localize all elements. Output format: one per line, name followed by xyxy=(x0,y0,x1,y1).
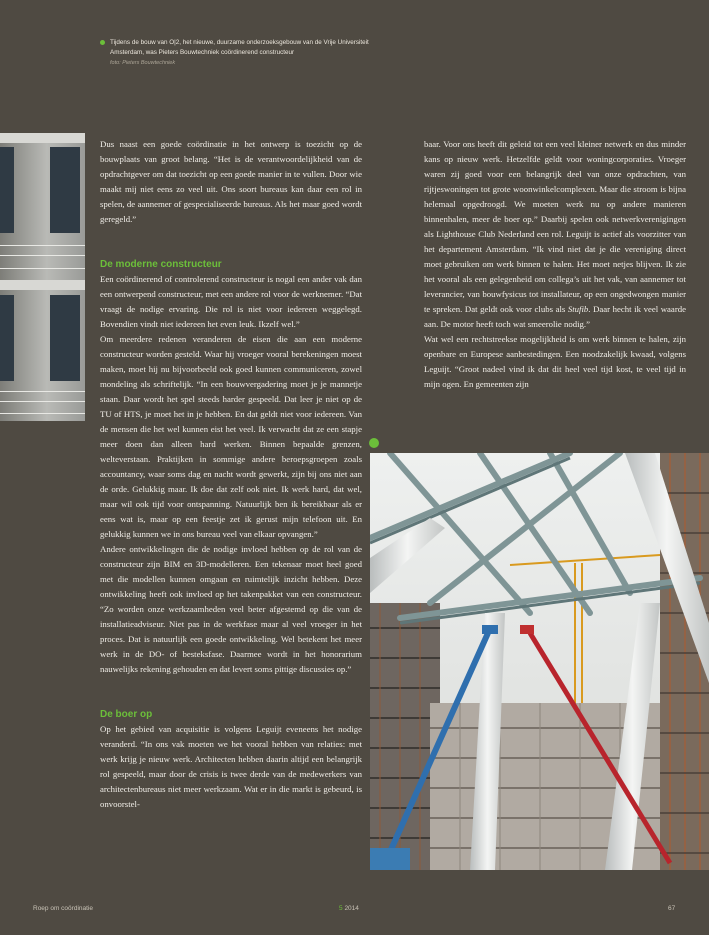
caption-text-1: Tijdens de bouw van O|2, het nieuwe, duurzame onderzoeksgebouw van de Vrije Universiteit xyxy=(110,39,369,46)
caption-line-2: Amsterdam, was Pieters Bouwtechniek coördinerend constructeur xyxy=(110,49,295,56)
paragraph xyxy=(424,137,686,332)
paragraph: Dus naast een goede coördinatie in het ontwerp is toezicht op de bouwplaats van groot belang. “Het is de verantwoordelijkheid van de opdrachtgever om dat toezicht op een goede manier in te vullen. Door wie maakt mij niet eens zo veel uit. Ons soort bureaus kan daar een rol in spelen, de aannemer of gespecialiseerde bureaus. Als het maar goed wordt geregeld.” xyxy=(100,139,362,224)
caption-credit: foto: Pieters Bouwtechniek xyxy=(110,60,176,66)
paragraph: Om meerdere redenen veranderen de eisen die aan een moderne constructeur worden gesteld. Waar hij vroeger vooral berekeningen moest maken, moet hij nu bijvoorbeeld ook goed kunnen communiceren, zowel mondeling als schriftelijk. “In een bouwvergadering moet je je mannetje staan. Daar wordt het spel steeds harder gespeeld. Dat leer je niet op de TU of HTS, je moet het in je hebben. En dat geldt niet voor iedereen. Van de mensen die het wel kunnen eist het veel. Ik verwacht dat ze een stapje meer doen dan alleen hard werken. Binnen bepaalde grenzen, welteverstaan. Praktijken in sommige andere beroepsgroepen zoals accountancy, waar soms dag en nacht wordt gewerkt, zijn bij ons niet aan de orde. Gelukkig maar. Ik doe dat zelf ook niet. Ik werk hard, dat wel, maar wil ook tijd voor ontspanning. Natuurlijk ben ik bereikbaar als er eens wat is, maar op een feestje zet ik gerust mijn telefoon uit. En gelukkig kunnen we in ons bureau veel van elkaar opvangen.” xyxy=(100,334,362,539)
photo-marker-icon xyxy=(369,438,379,448)
construction-photo-art xyxy=(370,453,709,870)
issue-year: 2014 xyxy=(344,905,359,912)
paragraph: Andere ontwikkelingen die de nodige invloed hebben op de rol van de constructeur zijn BIM en 3D-modelleren. Een tekenaar moet heel goed met die modellen kunnen omgaan en ruimtelijk inzicht hebben. Deze ontwikkeling heeft ook invloed op het takenpakket van een constructeur. “Zo worden onze werkzaamheden veel beter afgestemd op die van de installatieadviseur. Niet pas in de werkfase maar al veel vroeger in het proces. Dat is natuurlijk een goede ontwikkeling. Wel betekent het meer werk in de DO- of besteksfase. Daarmee wordt in het honorarium nauwelijks rekening gehouden en dat levert soms pittige discussies op.” xyxy=(100,544,362,674)
paragraph: Een coördinerend of controlerend constructeur is nogal een ander vak dan een ontwerpend constructeur, met een andere rol voor de werknemer. “Dat vraagt de nodige ervaring. Die rol is niet voor iedereen weggelegd. Bovendien vindt niet iedereen het even leuk. Ikzelf wel.” xyxy=(100,274,362,329)
issue-number: 5 xyxy=(339,905,343,912)
balcony-photo xyxy=(0,133,85,421)
left-article-column xyxy=(100,137,362,812)
page-number: 67 xyxy=(668,905,676,912)
paragraph-text: baar. Voor ons heeft dit geleid tot een veel kleiner netwerk en dus minder kans op nieuw werk. Hetzelfde geldt voor woningcorporaties. Vroeger waren zij goed voor een belangrijk deel van onze opdrachten, van rijtjeswoningen tot grote woonwinkelcomplexen. Maar die stroom is bijna helemaal opgedroogd. We moeten werk nu op andere manieren binnenhalen, meer de boer op.” Daarbij spelen ook netwerkverenigingen als Lighthouse Club Nederland een rol. Leguijt is actief als voorzitter van het departement Amsterdam. “Ik vind niet dat je die vereniging direct moet gebruiken om werk binnen te halen. Het moet netjes blijven. Ik zie het vooral als een gelegenheid om collega’s uit het vak, van aannemer tot leverancier, van bouwfysicus tot installateur, op een ongedwongen manier te spreken. Dat geldt ook voor clubs als xyxy=(424,139,686,314)
paragraph-text: . Daar hecht ik veel waarde aan. De motor heeft toch wat smeerolie nodig.” xyxy=(424,304,686,329)
construction-photo xyxy=(370,453,709,870)
paragraph: Op het gebied van acquisitie is volgens Leguijt eveneens het nodige veranderd. “In ons vak moeten we het vooral hebben van relaties: met werk krijg je nieuw werk. Architecten hebben daarin altijd een belangrijk rol gespeeld, maar door de crisis is twee derde van de medewerkers van architectenbureaus niet meer werkzaam. Wat er in die markt is gebeurd, is onvoorstel- xyxy=(100,724,362,809)
section-heading-moderne-constructeur: De moderne constructeur xyxy=(100,259,222,270)
right-article-column xyxy=(424,137,686,392)
footer-section-title: Roep om coördinatie xyxy=(33,905,93,912)
section-heading-boer-op: De boer op xyxy=(100,709,153,720)
caption-line-1 xyxy=(100,38,480,48)
paragraph: Wat wel een rechtstreekse mogelijkheid is om werk binnen te halen, zijn openbare en Europese aanbestedingen. Een noodzakelijk kwaad, volgens Leguijt. “Groot nadeel vind ik dat dit heel veel tijd kost, te veel tijd in mijn ogen. En gemeenten zijn xyxy=(424,334,686,389)
footer-issue xyxy=(339,905,359,912)
italic-term: Stufib xyxy=(567,304,589,314)
caption-bullet-icon xyxy=(100,40,105,45)
photo-caption xyxy=(100,38,480,68)
